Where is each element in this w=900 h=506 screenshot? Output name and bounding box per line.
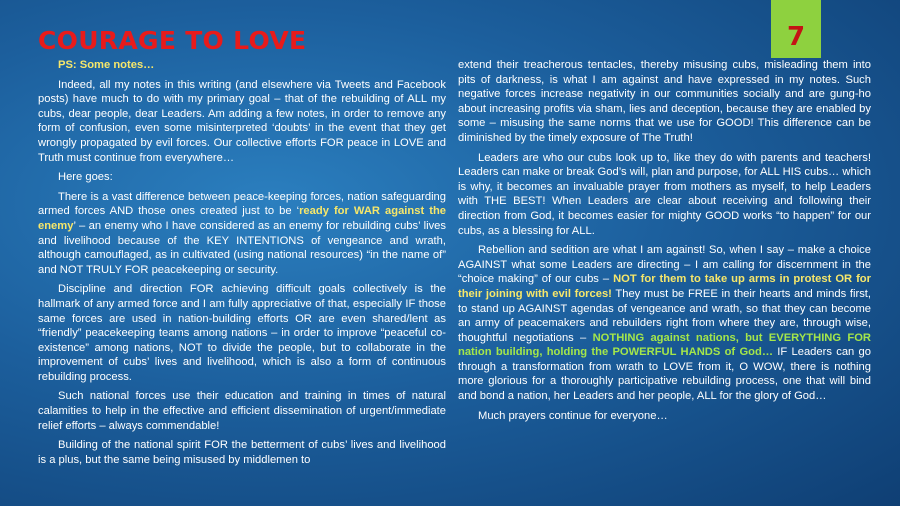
paragraph: There is a vast difference between peace-keeping forces, nation safeguarding armed forces AND those ones created just to be ‘ready for WAR against the enemy’ – an enemy who I have considered as an enemy for rebuilding cubs’ lives and livelihood because of the KEY INTENTIONS of vengeance and wrath, although camouflaged, as in cultivated (using national resources) “in the name of” and NOT TRULY FOR peacekeeping or security. (38, 190, 446, 276)
paragraph: extend their treacherous tentacles, thereby misusing cubs, misleading them into pits of darkness, is what I am against and have expressed in my notes. Such negative forces increase negativity in our communities socially and are gung-ho about increasing profits via sham, lies and deception, because they are enabled by some – misusing the same norms that we use for GOOD! This difference can be diminished by the timely exposure of The Truth! (458, 59, 871, 144)
paragraph: Much prayers continue for everyone… (478, 409, 668, 422)
paragraph: Discipline and direction FOR achieving difficult goals collectively is the hallmark of any armed force and I am fully appreciative of that, especially IF those same forces are used in nation-building efforts OR are even shared/lent as “friendly” peacekeeping teams among nations – in order to improve “peaceful co-existence” among nations, NOT to divide the people, but to collaborate in the improvement of cubs’ lives and livelihood, which is also a form of continuous rebuilding process. (38, 283, 446, 383)
paragraph: Building of the national spirit FOR the betterment of cubs’ lives and livelihood is a plus, but the same being misused by middlemen to (38, 439, 446, 466)
paragraph: Leaders are who our cubs look up to, like they do with parents and teachers! Leaders can make or break God’s will, plan and purpose, for ALL HIS cubs… which is why, it becomes an invaluable prayer from mothers as myself, to help Leaders with THE BEST! When Leaders are clear about receiving and following their direction from God, it becomes easier for mighty GOOD works “to happen” for our cubs, as a blessing for ALL. (458, 151, 871, 237)
ps-heading: PS: Some notes… (58, 59, 155, 71)
left-column (38, 58, 446, 472)
paragraph: Such national forces use their education and training in times of natural calamities to help in the effective and efficient dissemination of urgent/immediate relief efforts – always commendable! (38, 390, 446, 432)
highlight-text: NOT for them to take up arms in protest OR for their joining with evil forces! (458, 273, 871, 300)
right-column (458, 58, 871, 428)
page-number: 7 (786, 22, 806, 52)
highlight-text-green: NOTHING against nations, but EVERYTHING FOR nation building, holding the POWERFUL HANDS of God… (458, 331, 871, 359)
paragraph: Rebellion and sedition are what I am against! So, when I say – make a choice AGAINST what some Leaders are directing – I am calling for discernment in the “choice making” of our cubs – NOT for them to take up arms in protest OR for their joining with evil forces! They must be FREE in their hearts and minds first, to stand up AGAINST agendas of vengeance and wrath, so that they can become an army of peacemakers and rebuilders right from where they are, through wise, thoughtful negotiations – NOTHING against nations, but EVERYTHING FOR nation building, holding the POWERFUL HANDS of God… IF Leaders can go through a transformation from wrath to LOVE from it, O WOW, there is nothing more glorious for a thoroughly participative rebuilding process, one that will bind and bond a nation, her Leaders and her people, ALL for the glory of God… (458, 244, 872, 403)
slide-title: COURAGE TO LOVE (38, 26, 307, 55)
highlight-text: ready for WAR against the enemy (38, 205, 446, 232)
paragraph: Indeed, all my notes in this writing (and elsewhere via Tweets and Facebook posts) have much to do with my primary goal – that of the rebuilding of ALL my cubs, dear people, dear Leaders. Am adding a few notes, in order to remove any form of confusion, even some misinterpreted ‘doubts’ in the event that they get wrongly propagated by evil forces. Our collective efforts FOR peace in LOVE and Truth must continue from everywhere… (38, 78, 446, 164)
paragraph: Here goes: (58, 171, 113, 184)
